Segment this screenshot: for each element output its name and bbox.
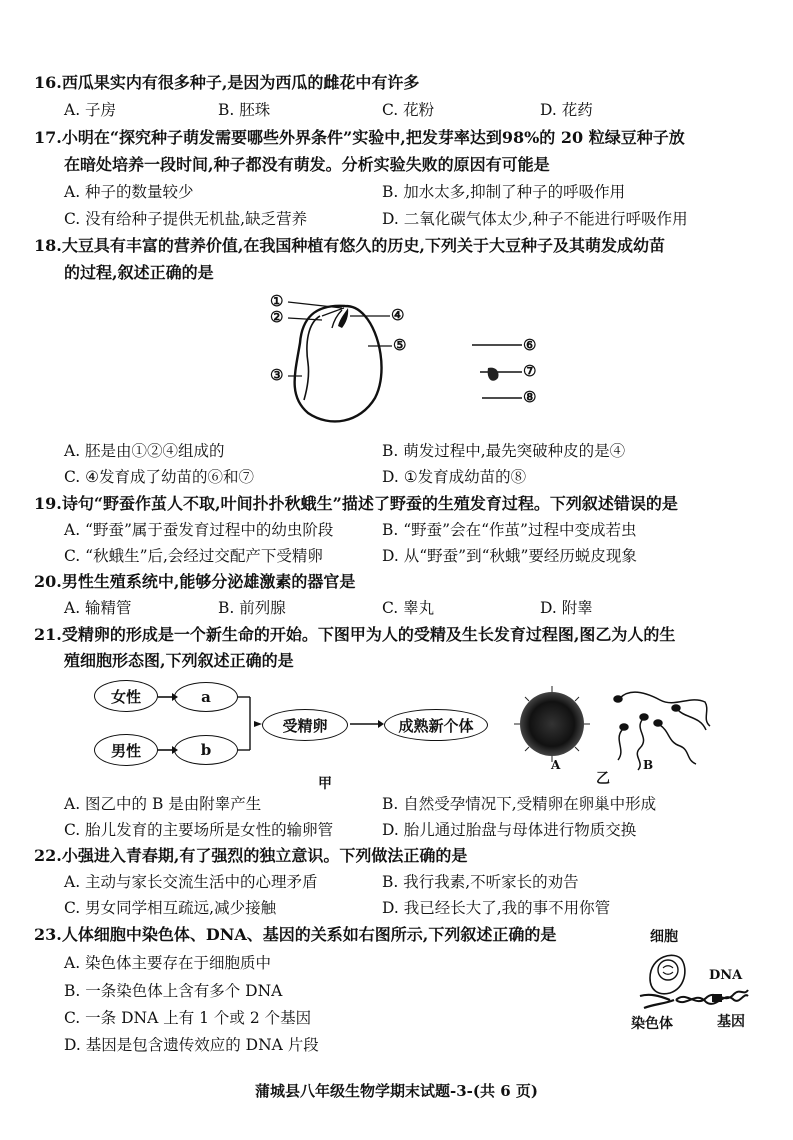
q20-option-d: D. 附睾	[540, 599, 593, 617]
germ-cells-diagram	[510, 680, 720, 775]
q16-option-b: B. 胚珠	[218, 101, 271, 119]
fertilization-arrows	[150, 680, 420, 770]
q17-option-b: B. 加水太多,抑制了种子的呼吸作用	[382, 183, 626, 201]
egg-cell-shape	[520, 692, 584, 756]
chromosome-label: 染色体	[631, 1016, 673, 1032]
q23-option-b: B. 一条染色体上含有多个 DNA	[64, 982, 283, 1000]
label-1: ①	[270, 292, 284, 310]
q21-option-d: D. 胎儿通过胎盘与母体进行物质交换	[382, 821, 637, 839]
adult-label: 成熟新个体	[398, 716, 474, 735]
q19-option-c: C. “秋蛾生”后,会经过交配产下受精卵	[64, 547, 323, 565]
q19-option-b: B. “野蚕”会在“作茧”过程中变成若虫	[382, 521, 637, 539]
q18-stem-line1: 18.大豆具有丰富的营养价值,在我国种植有悠久的历史,下列关于大豆种子及其萌发成幼苗	[34, 236, 665, 255]
cell-label: 细胞	[650, 929, 678, 945]
zygote-label: 受精卵	[282, 716, 328, 735]
q23-option-a: A. 染色体主要存在于细胞质中	[64, 954, 272, 972]
q20-stem: 20.男性生殖系统中,能够分泌雄激素的器官是	[34, 572, 356, 591]
q17-option-d: D. 二氧化碳气体太少,种子不能进行呼吸作用	[382, 210, 688, 228]
q20-option-a: A. 输精管	[64, 599, 132, 617]
jia-label: 甲	[318, 776, 332, 792]
q22-option-a: A. 主动与家长交流生活中的心理矛盾	[64, 873, 318, 891]
female-label: 女性	[110, 687, 141, 706]
q19-stem: 19.诗句“野蚕作茧人不取,叶间扑扑秋蛾生”描述了野蚕的生殖发育过程。下列叙述错误的是	[34, 494, 678, 513]
q20-option-b: B. 前列腺	[218, 599, 286, 617]
female-oval	[94, 680, 158, 712]
soybean-seed-diagram	[260, 288, 560, 438]
q23-option-c: C. 一条 DNA 上有 1 个或 2 个基因	[64, 1009, 312, 1027]
label-8: ⑧	[523, 388, 537, 406]
q23-stem: 23.人体细胞中染色体、DNA、基因的关系如右图所示,下列叙述正确的是	[34, 925, 557, 944]
q20-option-c: C. 睾丸	[382, 599, 435, 617]
q17-option-a: A. 种子的数量较少	[64, 183, 194, 201]
q21-option-a: A. 图乙中的 B 是由附睾产生	[64, 795, 262, 813]
q18-option-c: C. ④发育成了幼苗的⑥和⑦	[64, 468, 255, 486]
q22-stem: 22.小强进入青春期,有了强烈的独立意识。下列做法正确的是	[34, 846, 468, 865]
q18-option-a: A. 胚是由①②④组成的	[64, 442, 225, 460]
b-label: b	[200, 741, 212, 759]
dna-label: DNA	[709, 968, 743, 983]
q19-option-d: D. 从“野蚕”到“秋蛾”要经历蜕皮现象	[382, 547, 637, 565]
q17-option-c: C. 没有给种子提供无机盐,缺乏营养	[64, 210, 308, 228]
label-4: ④	[391, 306, 405, 324]
label-7: ⑦	[523, 362, 537, 380]
label-6: ⑥	[523, 336, 537, 354]
a-label: a	[201, 688, 211, 706]
label-2: ②	[270, 308, 284, 326]
q21-stem-line2: 殖细胞形态图,下列叙述正确的是	[64, 651, 294, 670]
male-oval	[94, 734, 158, 766]
cell-b-label: B	[643, 758, 654, 772]
label-3: ③	[270, 366, 284, 384]
q17-stem-line2: 在暗处培养一段时间,种子都没有萌发。分析实验失败的原因有可能是	[64, 155, 550, 174]
yi-label: 乙	[596, 771, 610, 787]
q16-stem: 16.西瓜果实内有很多种子,是因为西瓜的雌花中有许多	[34, 73, 420, 92]
q18-option-d: D. ①发育成幼苗的⑧	[382, 468, 527, 486]
male-label: 男性	[110, 741, 141, 760]
page-footer: 蒲城县八年级生物学期末试题-3-(共 6 页)	[255, 1082, 538, 1100]
q21-option-c: C. 胎儿发育的主要场所是女性的输卵管	[64, 821, 334, 839]
cell-a-label: A	[551, 758, 561, 772]
q16-option-c: C. 花粉	[382, 101, 435, 119]
q16-option-a: A. 子房	[64, 101, 117, 119]
q23-option-d: D. 基因是包含遗传效应的 DNA 片段	[64, 1036, 319, 1054]
sperm-cells-shape	[614, 692, 710, 770]
q18-option-b: B. 萌发过程中,最先突破种皮的是④	[382, 442, 626, 460]
q18-stem-line2: 的过程,叙述正确的是	[64, 263, 214, 282]
q21-option-b: B. 自然受孕情况下,受精卵在卵巢中形成	[382, 795, 657, 813]
gene-label: 基因	[717, 1014, 745, 1030]
q16-option-d: D. 花药	[540, 101, 593, 119]
q21-stem-line1: 21.受精卵的形成是一个新生命的开始。下图甲为人的受精及生长发育过程图,图乙为人的生	[34, 625, 676, 644]
q19-option-a: A. “野蚕”属于蚕发育过程中的幼虫阶段	[64, 521, 334, 539]
q22-option-b: B. 我行我素,不听家长的劝告	[382, 873, 579, 891]
q22-option-d: D. 我已经长大了,我的事不用你管	[382, 899, 611, 917]
label-5: ⑤	[393, 336, 407, 354]
q17-stem-line1: 17.小明在“探究种子萌发需要哪些外界条件”实验中,把发芽率达到98%的 20 粒绿豆种子放	[34, 128, 685, 147]
q22-option-c: C. 男女同学相互疏远,减少接触	[64, 899, 277, 917]
